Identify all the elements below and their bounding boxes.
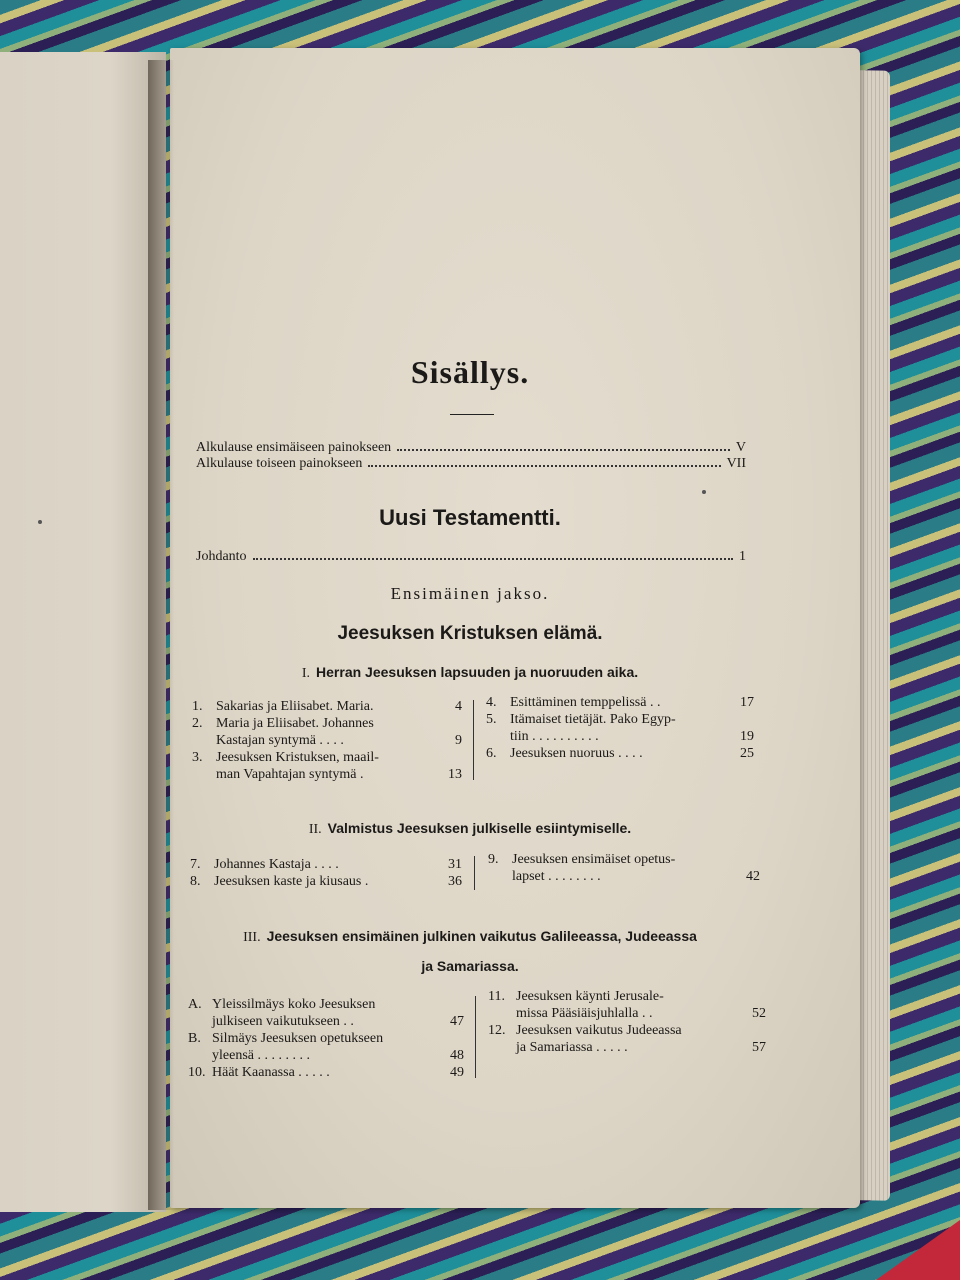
toc-entry <box>488 851 760 885</box>
entry-line: Jeesuksen nuoruus . . . . <box>510 746 643 761</box>
entry-page: 49 <box>450 1065 464 1080</box>
toc-preface-1 <box>196 440 746 456</box>
chapter-2-title: Valmistus Jeesuksen julkiselle esiintymiselle. <box>327 820 632 836</box>
entry-title <box>512 851 736 885</box>
entry-number: 5. <box>486 712 497 727</box>
entry-title <box>216 749 438 783</box>
chapter-1-left-column <box>192 698 462 783</box>
entry-line: Jeesuksen ensimäiset opetus- <box>512 852 676 867</box>
chapter-2-right-column <box>488 851 760 885</box>
entry-title <box>214 856 438 873</box>
chapter-2-numeral: II. <box>308 822 322 837</box>
entry-title <box>212 1064 440 1081</box>
entry-line: Kastajan syntymä . . . . <box>216 733 344 748</box>
dot-leader <box>397 449 730 451</box>
column-divider <box>473 700 474 780</box>
entry-line: Jeesuksen Kristuksen, maail- <box>216 750 379 765</box>
toc-preface-2-label: Alkulause toiseen painokseen <box>196 456 363 471</box>
entry-page: 19 <box>740 729 754 744</box>
toc-entry <box>190 873 462 890</box>
chapter-3-left-column <box>188 996 464 1081</box>
entry-line: man Vapahtajan syntymä . <box>216 767 364 782</box>
entry-line: Häät Kaanassa . . . . . <box>212 1065 330 1080</box>
toc-entry <box>188 1030 464 1064</box>
entry-page: 36 <box>448 874 462 889</box>
entry-line: Maria ja Eliisabet. Johannes <box>216 716 374 731</box>
toc-preface-1-page: V <box>735 440 746 455</box>
column-divider <box>475 996 476 1078</box>
entry-page: 57 <box>752 1040 766 1055</box>
entry-page: 52 <box>752 1006 766 1021</box>
entry-number: 9. <box>488 852 499 867</box>
title-rule <box>450 414 494 415</box>
entry-page: 25 <box>740 746 754 761</box>
chapter-3-heading <box>0 928 940 946</box>
chapter-2-left-column <box>190 856 462 890</box>
chapter-1-right-column <box>486 694 754 762</box>
toc-entry <box>188 996 464 1030</box>
entry-line: lapset . . . . . . . . <box>512 869 601 884</box>
entry-title <box>516 1022 742 1056</box>
toc-entry <box>486 711 754 745</box>
entry-title <box>214 873 438 890</box>
entry-line: missa Pääsiäisjuhlalla . . <box>516 1006 653 1021</box>
entry-number: 4. <box>486 695 497 710</box>
entry-line: Jeesuksen vaikutus Judeeassa <box>516 1023 682 1038</box>
entry-line: tiin . . . . . . . . . . <box>510 729 599 744</box>
chapter-1-title: Herran Jeesuksen lapsuuden ja nuoruuden aika. <box>316 664 639 680</box>
entry-title <box>510 711 730 745</box>
toc-entry <box>192 715 462 749</box>
entry-line: yleensä . . . . . . . . <box>212 1048 310 1063</box>
entry-number: 8. <box>190 874 201 889</box>
entry-line: Yleissilmäys koko Jeesuksen <box>212 997 376 1012</box>
chapter-3-right-column <box>488 988 766 1056</box>
page-speck <box>702 490 706 494</box>
entry-number: 11. <box>488 989 505 1004</box>
chapter-1-heading <box>0 664 940 682</box>
entry-title <box>516 988 742 1022</box>
chapter-3-numeral: III. <box>243 930 261 945</box>
entry-title <box>212 1030 440 1064</box>
entry-number: 7. <box>190 857 201 872</box>
chapter-1-numeral: I. <box>301 666 311 681</box>
entry-number: 12. <box>488 1023 506 1038</box>
toc-entry <box>192 749 462 783</box>
entry-number: B. <box>188 1031 201 1046</box>
toc-entry <box>488 1022 766 1056</box>
part-label: Ensimäinen jakso. <box>390 584 550 603</box>
toc-entry <box>486 745 754 762</box>
entry-page: 4 <box>455 699 462 714</box>
entry-page: 17 <box>740 695 754 710</box>
entry-page: 9 <box>455 733 462 748</box>
entry-number: 1. <box>192 699 203 714</box>
testament-title: Uusi Testamentti. <box>379 505 561 530</box>
part-title: Jeesuksen Kristuksen elämä. <box>337 623 603 644</box>
toc-intro <box>196 549 746 565</box>
entry-line: julkiseen vaikutukseen . . <box>212 1014 354 1029</box>
fabric-red-corner <box>840 1220 960 1280</box>
toc-preface-2-page: VII <box>726 456 746 471</box>
entry-title <box>212 996 440 1030</box>
toc-preface-1-label: Alkulause ensimäiseen painokseen <box>196 440 392 455</box>
toc-entry <box>192 698 462 715</box>
page-title: Sisällys. <box>410 354 530 390</box>
entry-line: Jeesuksen käynti Jerusale- <box>516 989 664 1004</box>
entry-number: 3. <box>192 750 203 765</box>
toc-entry <box>488 988 766 1022</box>
chapter-2-heading <box>0 820 940 838</box>
toc-entry <box>486 694 754 711</box>
toc-intro-label: Johdanto <box>196 549 247 564</box>
dot-leader <box>368 465 720 467</box>
entry-line: Sakarias ja Eliisabet. Maria. <box>216 699 374 714</box>
entry-page: 13 <box>448 767 462 782</box>
entry-page: 31 <box>448 857 462 872</box>
entry-page: 48 <box>450 1048 464 1063</box>
dot-leader <box>253 558 733 560</box>
entry-page: 47 <box>450 1014 464 1029</box>
entry-number: A. <box>188 997 202 1012</box>
column-divider <box>474 856 475 890</box>
entry-line: ja Samariassa . . . . . <box>516 1040 628 1055</box>
entry-title <box>510 745 730 762</box>
entry-number: 6. <box>486 746 497 761</box>
toc-entry <box>190 856 462 873</box>
entry-title <box>510 694 730 711</box>
entry-line: Esittäminen temppelissä . . <box>510 695 661 710</box>
toc-preface-2 <box>196 456 746 472</box>
entry-title <box>216 715 438 749</box>
entry-number: 2. <box>192 716 203 731</box>
entry-line: Itämaiset tietäjät. Pako Egyp- <box>510 712 676 727</box>
toc-entry <box>188 1064 464 1081</box>
entry-line: Johannes Kastaja . . . . <box>214 857 339 872</box>
chapter-3-heading-line-2: ja Samariassa. <box>421 958 519 974</box>
entry-page: 42 <box>746 869 760 884</box>
entry-line: Jeesuksen kaste ja kiusaus . <box>214 874 369 889</box>
entry-line: Silmäys Jeesuksen opetukseen <box>212 1031 384 1046</box>
entry-number: 10. <box>188 1065 206 1080</box>
entry-title <box>216 698 438 715</box>
chapter-3-title: Jeesuksen ensimäinen julkinen vaikutus Galileeassa, Judeeassa <box>266 928 697 944</box>
toc-intro-page: 1 <box>739 549 746 564</box>
